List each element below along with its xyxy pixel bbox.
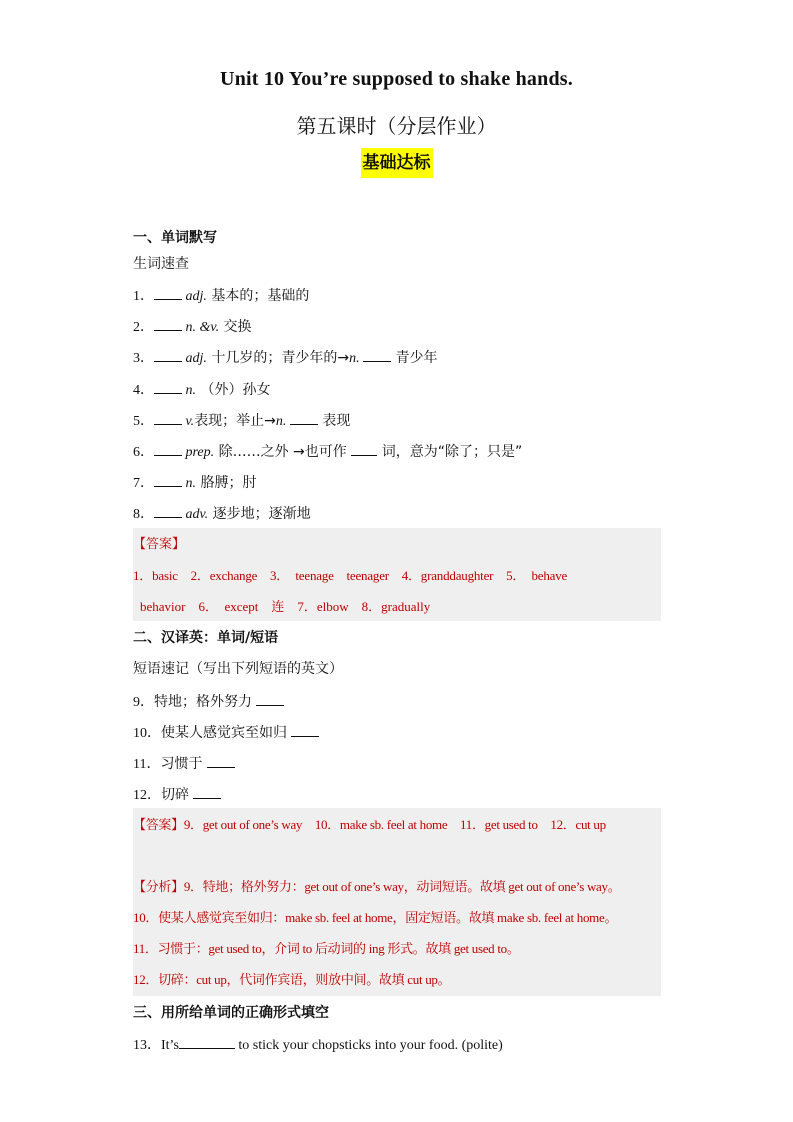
list-item: 11．习惯于 bbox=[133, 753, 235, 775]
answer-box-1 bbox=[133, 528, 661, 621]
question-13: 13．It’s to stick your chopsticks into your food. (polite) bbox=[133, 1034, 503, 1056]
section1-sub: 生词速查 bbox=[133, 256, 189, 272]
title-line2: 第五课时（分层作业） bbox=[296, 114, 497, 138]
answer-label: 【答案】 bbox=[133, 537, 186, 552]
list-item: 7． n. 胳膊；肘 bbox=[133, 472, 256, 494]
answer-text: 【答案】9．get out of one’s way 10．make sb. feel at home 11．get used to 12．cut up bbox=[133, 817, 606, 833]
answer-box-2 bbox=[133, 808, 661, 996]
list-item: 12．切碎 bbox=[133, 784, 221, 806]
list-item: 10．使某人感觉宾至如归 bbox=[133, 722, 319, 744]
title-line3-highlight: 基础达标 bbox=[361, 148, 433, 178]
title-line1: Unit 10 You’re supposed to shake hands. bbox=[220, 68, 573, 90]
answer-text: 1．basic 2．exchange 3． teenage teenager 4．granddaughter 5． behave bbox=[133, 568, 568, 583]
answer-text: behavior 6． except 连 7．elbow 8．gradually bbox=[140, 599, 431, 614]
analysis-line: 12．切碎：cut up，代词作宾语，则放中间。故填 cut up。 bbox=[133, 972, 451, 987]
section2-heading: 二、汉译英：单词/短语 bbox=[133, 630, 279, 646]
list-item: 5． v.表现；举止→n. 表现 bbox=[133, 410, 350, 432]
section3-heading: 三、用所给单词的正确形式填空 bbox=[133, 1005, 329, 1021]
analysis-line: 【分析】9．特地；格外努力：get out of one’s way，动词短语。故填 get out of one’s way。 bbox=[133, 879, 621, 895]
list-item: 4． n. （外）孙女 bbox=[133, 379, 270, 401]
list-item: 2． n. &v. 交换 bbox=[133, 316, 252, 338]
list-item: 3． adj. 十几岁的；青少年的→n. 青少年 bbox=[133, 347, 438, 369]
list-item: 1． adj. 基本的；基础的 bbox=[133, 285, 309, 307]
list-item: 9．特地；格外努力 bbox=[133, 691, 284, 713]
analysis-line: 11．习惯于：get used to，介词 to 后动词的 ing 形式。故填 get used to。 bbox=[133, 941, 520, 956]
section1-heading: 一、单词默写 bbox=[133, 230, 217, 246]
section2-sub: 短语速记（写出下列短语的英文） bbox=[133, 661, 343, 677]
analysis-line: 10．使某人感觉宾至如归：make sb. feel at home，固定短语。故填 make sb. feel at home。 bbox=[133, 910, 618, 925]
list-item: 8． adv. 逐步地；逐渐地 bbox=[133, 503, 311, 525]
list-item: 6． prep. 除……之外 →也可作 词，意为“除了；只是” bbox=[133, 441, 522, 463]
